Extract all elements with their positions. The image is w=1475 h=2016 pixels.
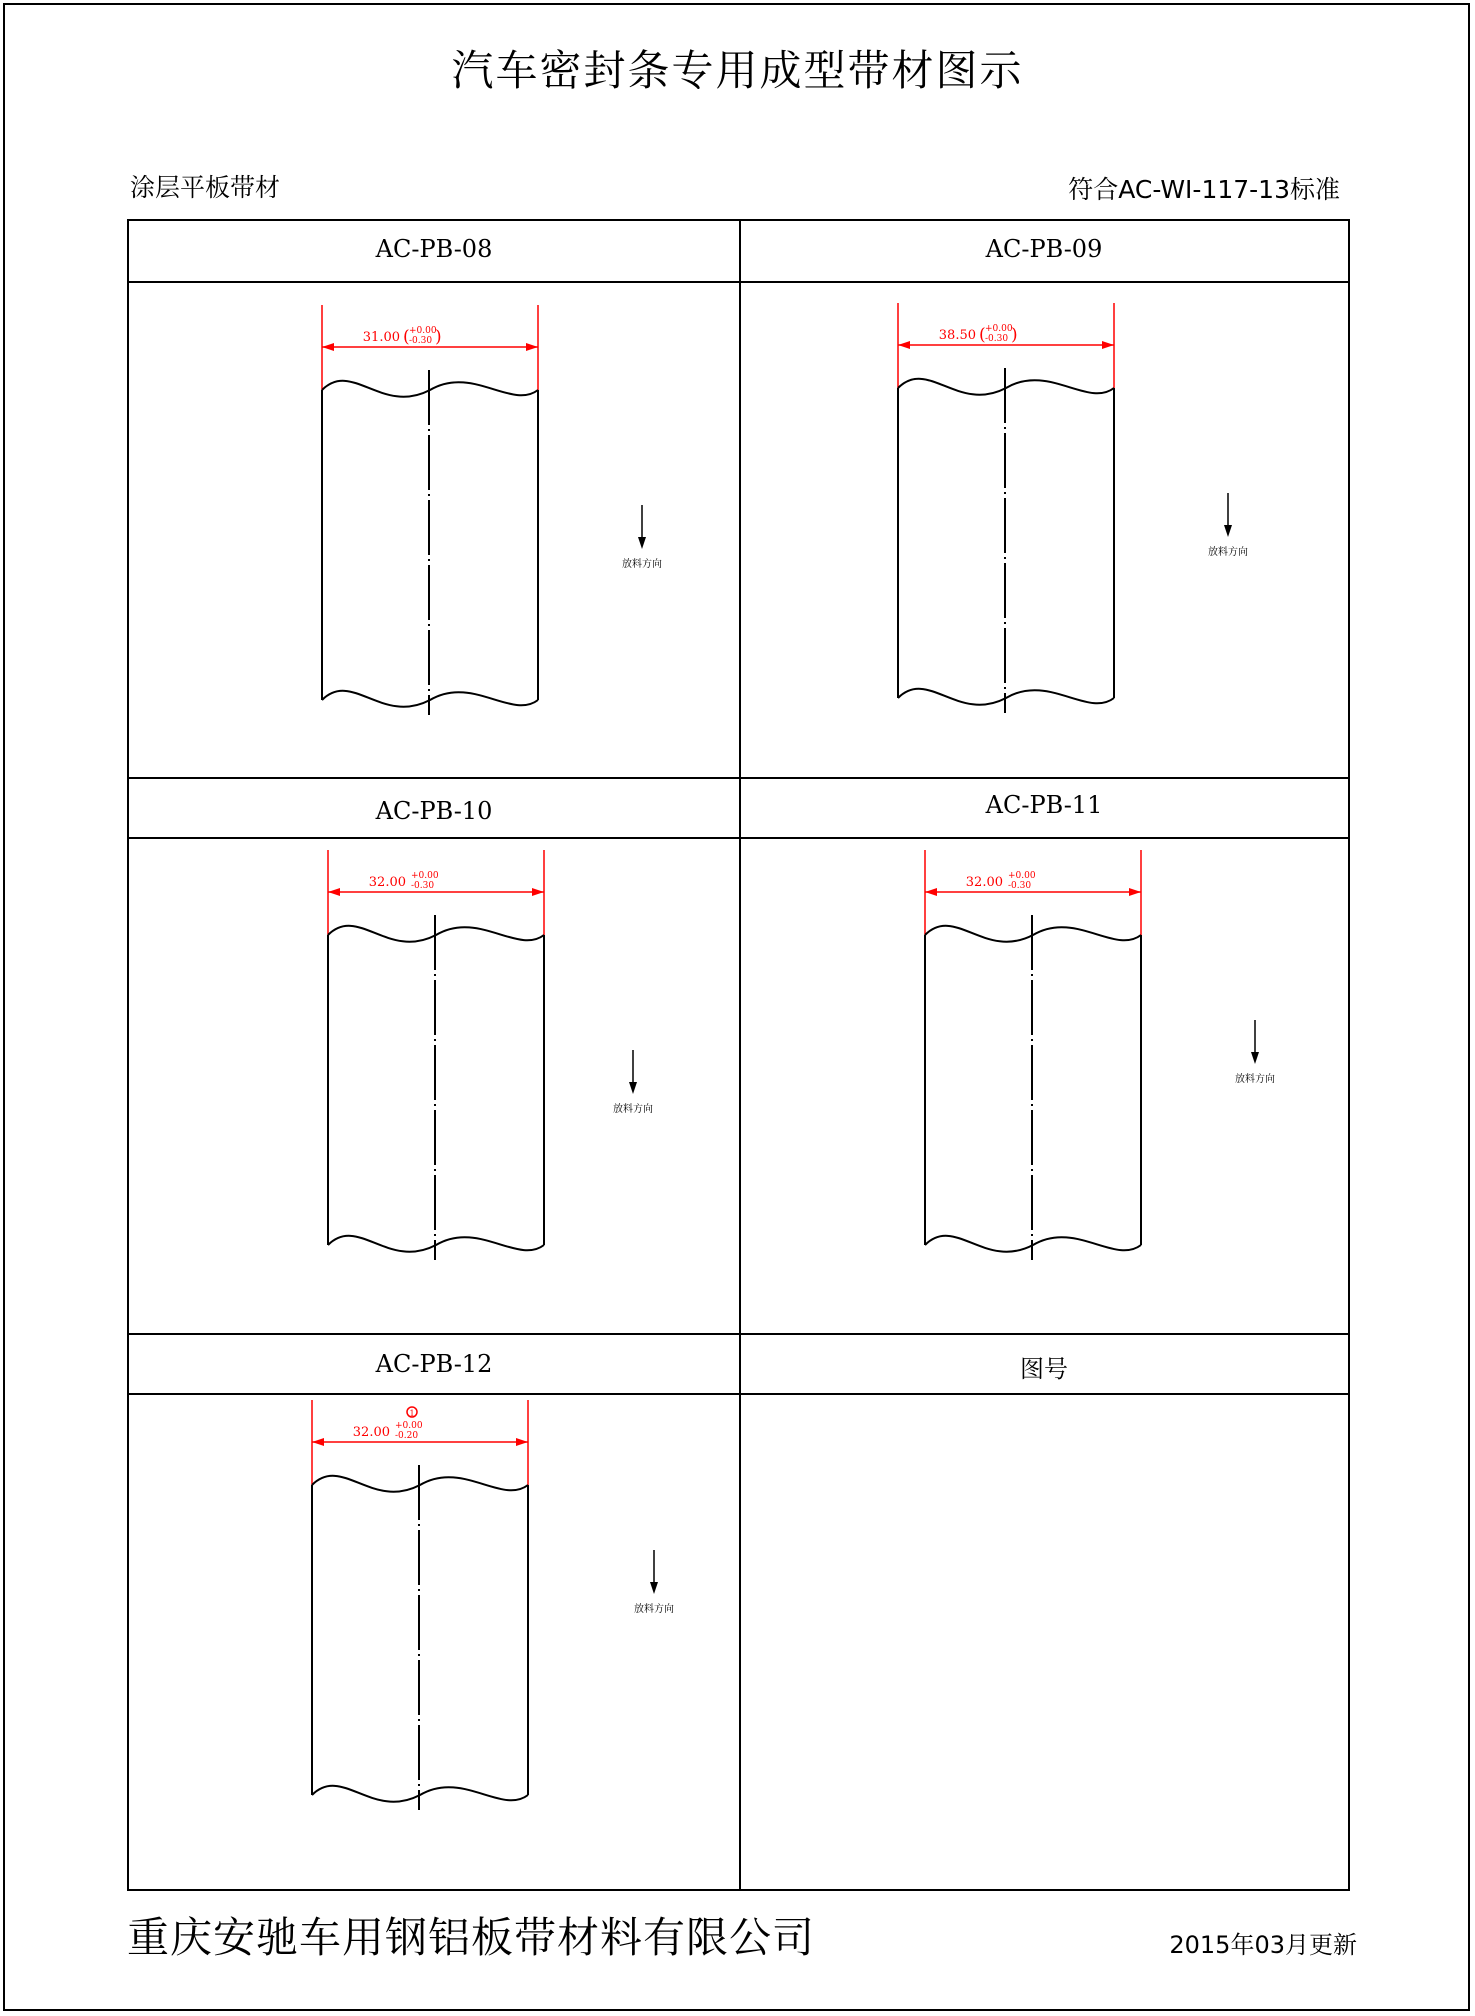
feed-direction-arrowhead: [629, 1082, 637, 1094]
part-code-label: AC-PB-12: [375, 1350, 493, 1378]
tolerance-lower: -0.30: [1008, 881, 1032, 891]
tolerance-upper: +0.00: [411, 871, 439, 881]
feed-direction-arrowhead: [1251, 1052, 1259, 1064]
tolerance-upper: +0.00: [395, 1421, 423, 1431]
dimension-arrow: [526, 343, 538, 351]
tolerance-lower: -0.30: [411, 881, 435, 891]
part-code-label: AC-PB-09: [985, 235, 1103, 263]
document-title: 汽车密封条专用成型带材图示: [451, 46, 1024, 95]
feed-direction-label: 放料方向: [1208, 547, 1248, 558]
tolerance-lower: -0.20: [395, 1431, 419, 1441]
tolerance-bracket: ): [1011, 325, 1018, 345]
dimension-arrow: [1102, 341, 1114, 349]
dimension-arrow: [312, 1438, 324, 1446]
feed-direction-arrowhead: [650, 1582, 658, 1594]
tolerance-bracket: (: [979, 325, 986, 345]
strip-drawing: [898, 303, 1248, 713]
dimension-arrow: [1129, 888, 1141, 896]
revision-mark-text: 1: [409, 1409, 415, 1418]
feed-direction-label: 放料方向: [634, 1604, 674, 1615]
tolerance-lower: -0.30: [409, 336, 433, 346]
dimension-arrow: [516, 1438, 528, 1446]
tolerance-upper: +0.00: [409, 326, 437, 336]
strip-drawing: [925, 850, 1275, 1260]
dimension-arrow: [925, 888, 937, 896]
dimension-arrow: [898, 341, 910, 349]
feed-direction-arrowhead: [638, 537, 646, 549]
dimension-value: 38.50: [938, 328, 976, 343]
dimension-value: 32.00: [352, 1425, 390, 1440]
tolerance-upper: +0.00: [1008, 871, 1036, 881]
dimension-arrow: [328, 888, 340, 896]
part-code-label: AC-PB-11: [985, 791, 1103, 819]
company-name: 重庆安驰车用钢铝板带材料有限公司: [127, 1913, 816, 1962]
feed-direction-label: 放料方向: [613, 1104, 653, 1115]
part-code-label: AC-PB-08: [375, 235, 493, 263]
feed-direction-label: 放料方向: [622, 559, 662, 570]
dimension-arrow: [322, 343, 334, 351]
category-label: 涂层平板带材: [130, 173, 281, 202]
tolerance-lower: -0.30: [985, 334, 1009, 344]
dimension-arrow: [532, 888, 544, 896]
part-code-label: AC-PB-10: [375, 797, 493, 825]
drawing-number-label: 图号: [1020, 1355, 1068, 1383]
strip-drawing: [312, 1400, 674, 1810]
strip-drawing: [322, 305, 662, 715]
standard-label: 符合AC-WI-117-13标准: [1068, 175, 1340, 204]
update-date: 2015年03月更新: [1169, 1931, 1357, 1959]
feed-direction-arrowhead: [1224, 525, 1232, 537]
dimension-value: 31.00: [362, 330, 400, 345]
dimension-value: 32.00: [368, 875, 406, 890]
tolerance-bracket: (: [403, 327, 410, 347]
dimension-value: 32.00: [965, 875, 1003, 890]
feed-direction-label: 放料方向: [1235, 1074, 1275, 1085]
strip-drawing: [328, 850, 653, 1260]
tolerance-upper: +0.00: [985, 324, 1013, 334]
tolerance-bracket: ): [435, 327, 442, 347]
